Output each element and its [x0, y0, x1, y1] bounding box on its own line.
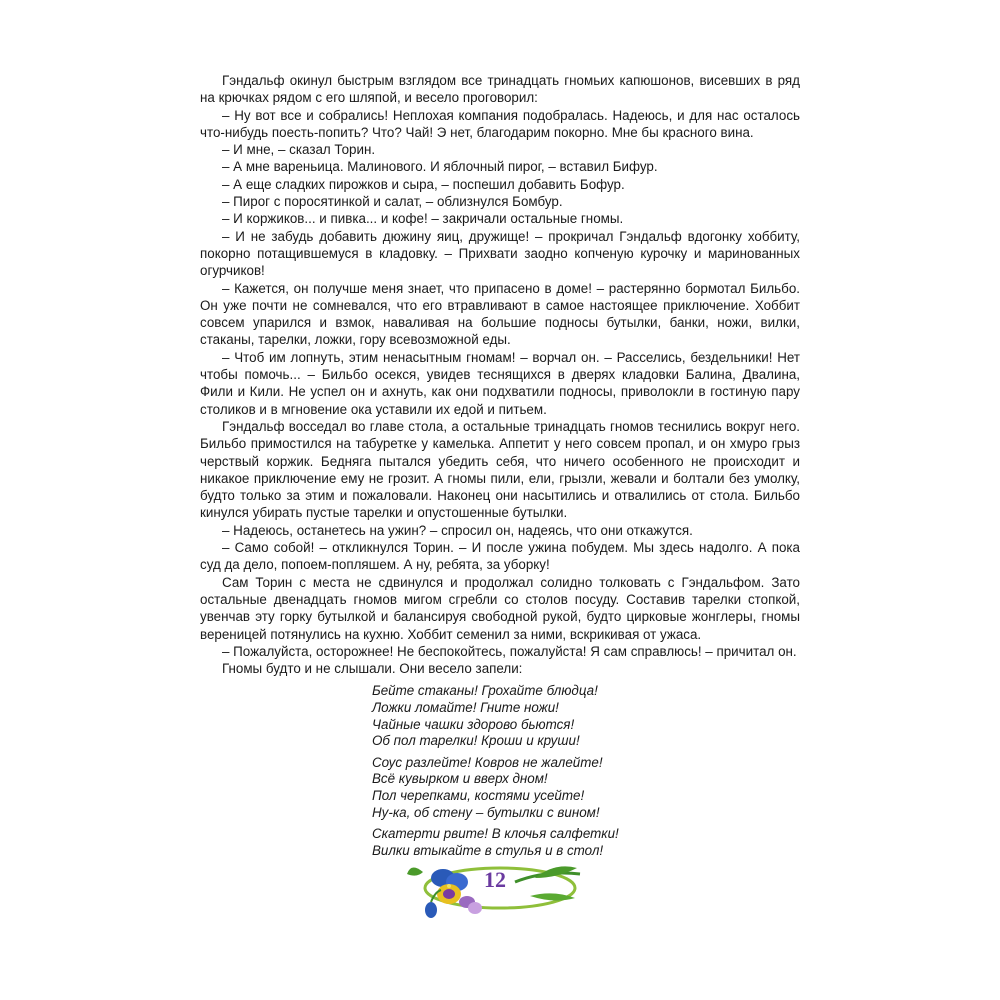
stanza: [372, 683, 800, 749]
verse-line: Об пол тарелки! Кроши и круши!: [372, 733, 580, 749]
verse-line: Бейте стаканы! Грохайте блюдца!: [372, 683, 598, 699]
page-text: [200, 72, 800, 864]
paragraph: – Надеюсь, останетесь на ужин? – спросил он, надеясь, что они откажутся.: [222, 522, 693, 538]
paragraph: Гномы будто и не слышали. Они весело запели:: [222, 661, 523, 677]
paragraph: Гэндальф окинул быстрым взглядом все тринадцать гномьих капюшонов, висевших в ряд на крючках рядом с его шляпой, и весело проговорил:: [200, 73, 800, 106]
verse-line: Чайные чашки здорово бьются!: [372, 716, 575, 732]
paragraph: – Пожалуйста, осторожнее! Не беспокойтесь, пожалуйста! Я сам справлюсь! – причитал он.: [222, 643, 797, 659]
verse-line: Скатерти рвите! В клочья салфетки!: [372, 826, 619, 842]
verse-line: Ну-ка, об стену – бутылки с вином!: [372, 804, 600, 820]
paragraph: – Само собой! – откликнулся Торин. – И после ужина побудем. Мы здесь надолго. А пока суд да дело, попоем-попляшем. А ну, ребята, за уборку!: [200, 540, 800, 573]
verse-line: Пол черепками, костями усейте!: [372, 787, 585, 803]
paragraph: – Ну вот все и собрались! Неплохая компания подобралась. Надеюсь, и для нас осталось что-нибудь поесть-попить? Что? Чай! Э нет, благодарим покорно. Мне бы красного вина.: [200, 107, 800, 140]
stanza: [372, 826, 800, 859]
page-number: 12: [484, 867, 506, 892]
song-verse: [372, 683, 800, 859]
violet-flower-icon: [459, 896, 482, 914]
paragraph: – И коржиков... и пивка... и кофе! – закричали остальные гномы.: [222, 211, 624, 227]
paragraph: – И мне, – сказал Торин.: [222, 142, 376, 158]
leaf-icon: [530, 893, 575, 900]
stanza: [372, 755, 800, 821]
verse-line: Вилки втыкайте в стулья и в стол!: [372, 842, 604, 858]
paragraph: Сам Торин с места не сдвинулся и продолжал солидно толковать с Гэндальфом. Зато остальные двенадцать гномов мигом сгребли со столов посуду. Составив тарелки стопкой, увенчав эту горку бутылкой и балансируя свободной рукой, будто цирковые жонглеры, гномы вереницей потянулись на кухню. Хоббит семенил за ними, вскрикивая от ужаса.: [200, 574, 800, 642]
paragraph: – А еще сладких пирожков и сыра, – поспешил добавить Бофур.: [222, 176, 625, 192]
verse-line: Ложки ломайте! Гните ножи!: [372, 699, 559, 715]
paragraph: – А мне вареньица. Малинового. И яблочный пирог, – вставил Бифур.: [222, 159, 658, 175]
paragraph: – И не забудь добавить дюжину яиц, дружище! – прокричал Гэндальф вдогонку хоббиту, покорно потащившемуся в кладовку. – Прихвати заодно копченую курочку и маринованных огурчиков!: [200, 228, 800, 279]
paragraph: – Пирог с поросятинкой и салат, – облизнулся Бомбур.: [222, 194, 563, 210]
verse-line: Соус разлейте! Ковров не жалейте!: [372, 754, 603, 770]
paragraph: Гэндальф восседал во главе стола, а остальные тринадцать гномов теснились вокруг него. Бильбо примостился на табуретке у камелька. Аппетит у него совсем пропал, и он хмуро грыз черствый коржик. Бедняга пытался убедить себя, что ничего особенного не происходит и никакое приключение ему не грозит. А гномы пили, ели, грызли, жевали и болтали без умолку, будто только за этим и пожаловали. Наконец они насытились и отвалились от стола. Бильбо кинулся убирать пустые тарелки и опустошенные бутылки.: [200, 418, 800, 521]
verse-line: Всё кувырком и вверх дном!: [372, 771, 548, 787]
paragraph: – Чтоб им лопнуть, этим ненасытным гномам! – ворчал он. – Расселись, бездельники! Нет чтобы помочь... – Бильбо осекся, увидев теснящихся в дверях кладовки Балина, Двалина, Фили и Кили. Не успел он и ахнуть, как они подхватили подносы, приволокли в гостиную пару столиков и в мгновение ока уставили их едой и питьем.: [200, 349, 800, 417]
leaf-icon: [407, 867, 423, 875]
paragraph: – Кажется, он получше меня знает, что припасено в доме! – растерянно бормотал Бильбо. Он уже почти не сомневался, что его втравливают в самое настоящее приключение. Хоббит совсем упарился и взмок, наваливая на большие подносы бутылки, банки, ножи, вилки, стаканы, тарелки, ложки, гору всевозможной еды.: [200, 280, 800, 348]
